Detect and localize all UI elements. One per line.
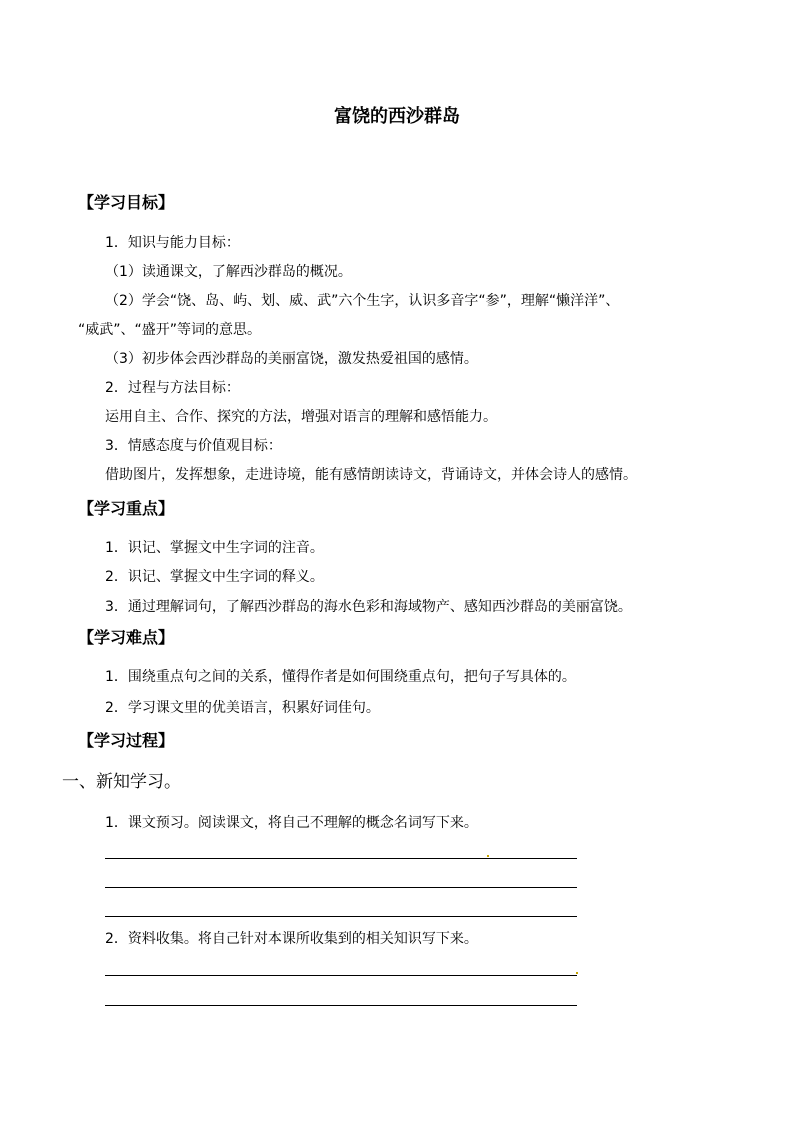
goal-item: （3）初步体会西沙群岛的美丽富饶，激发热爱祖国的感情。 (105, 351, 478, 367)
answer-line (105, 1005, 577, 1006)
answer-line (105, 858, 577, 859)
key-point-item: 2．识记、掌握文中生字词的释义。 (105, 569, 324, 585)
process-item: 2．资料收集。将自己针对本课所收集到的相关知识写下来。 (105, 931, 478, 947)
section-heading-process: 【学习过程】 (78, 731, 175, 750)
goal-item: 借助图片，发挥想象，走进诗境，能有感情朗读诗文，背诵诗文，并体会诗人的感情。 (105, 467, 637, 483)
sub-heading-new-knowledge: 一、新知学习。 (62, 772, 181, 792)
difficulty-item: 1．围绕重点句之间的关系，懂得作者是如何围绕重点句，把句子写具体的。 (105, 669, 576, 685)
goal-item: 3．情感态度与价值观目标： (105, 438, 282, 454)
answer-line (105, 887, 577, 888)
goal-item: （1）读通课文，了解西沙群岛的概况。 (105, 264, 352, 280)
goal-item: 1．知识与能力目标： (105, 235, 240, 251)
mark-dot (576, 972, 578, 974)
goal-item: 2．过程与方法目标： (105, 380, 240, 396)
section-heading-key-points: 【学习重点】 (78, 499, 175, 518)
goal-item: 运用自主、合作、探究的方法，增强对语言的理解和感悟能力。 (105, 409, 497, 425)
section-heading-difficulties: 【学习难点】 (78, 628, 175, 647)
key-point-item: 3．通过理解词句，了解西沙群岛的海水色彩和海域物产、感知西沙群岛的美丽富饶。 (105, 599, 632, 615)
answer-line (105, 916, 577, 917)
key-point-item: 1．识记、掌握文中生字词的注音。 (105, 540, 324, 556)
process-item: 1．课文预习。阅读课文，将自己不理解的概念名词写下来。 (105, 815, 478, 831)
goal-item: “威武”、“盛开”等词的意思。 (78, 322, 262, 338)
section-heading-goals: 【学习目标】 (78, 193, 175, 212)
goal-item: （2）学会“饶、岛、屿、划、威、武”六个生字，认识多音字“参”，理解“懒洋洋”、 (105, 293, 620, 309)
mark-dot (487, 855, 489, 857)
page-title: 富饶的西沙群岛 (334, 106, 460, 127)
answer-line (105, 975, 577, 976)
difficulty-item: 2．学习课文里的优美语言，积累好词佳句。 (105, 700, 380, 716)
